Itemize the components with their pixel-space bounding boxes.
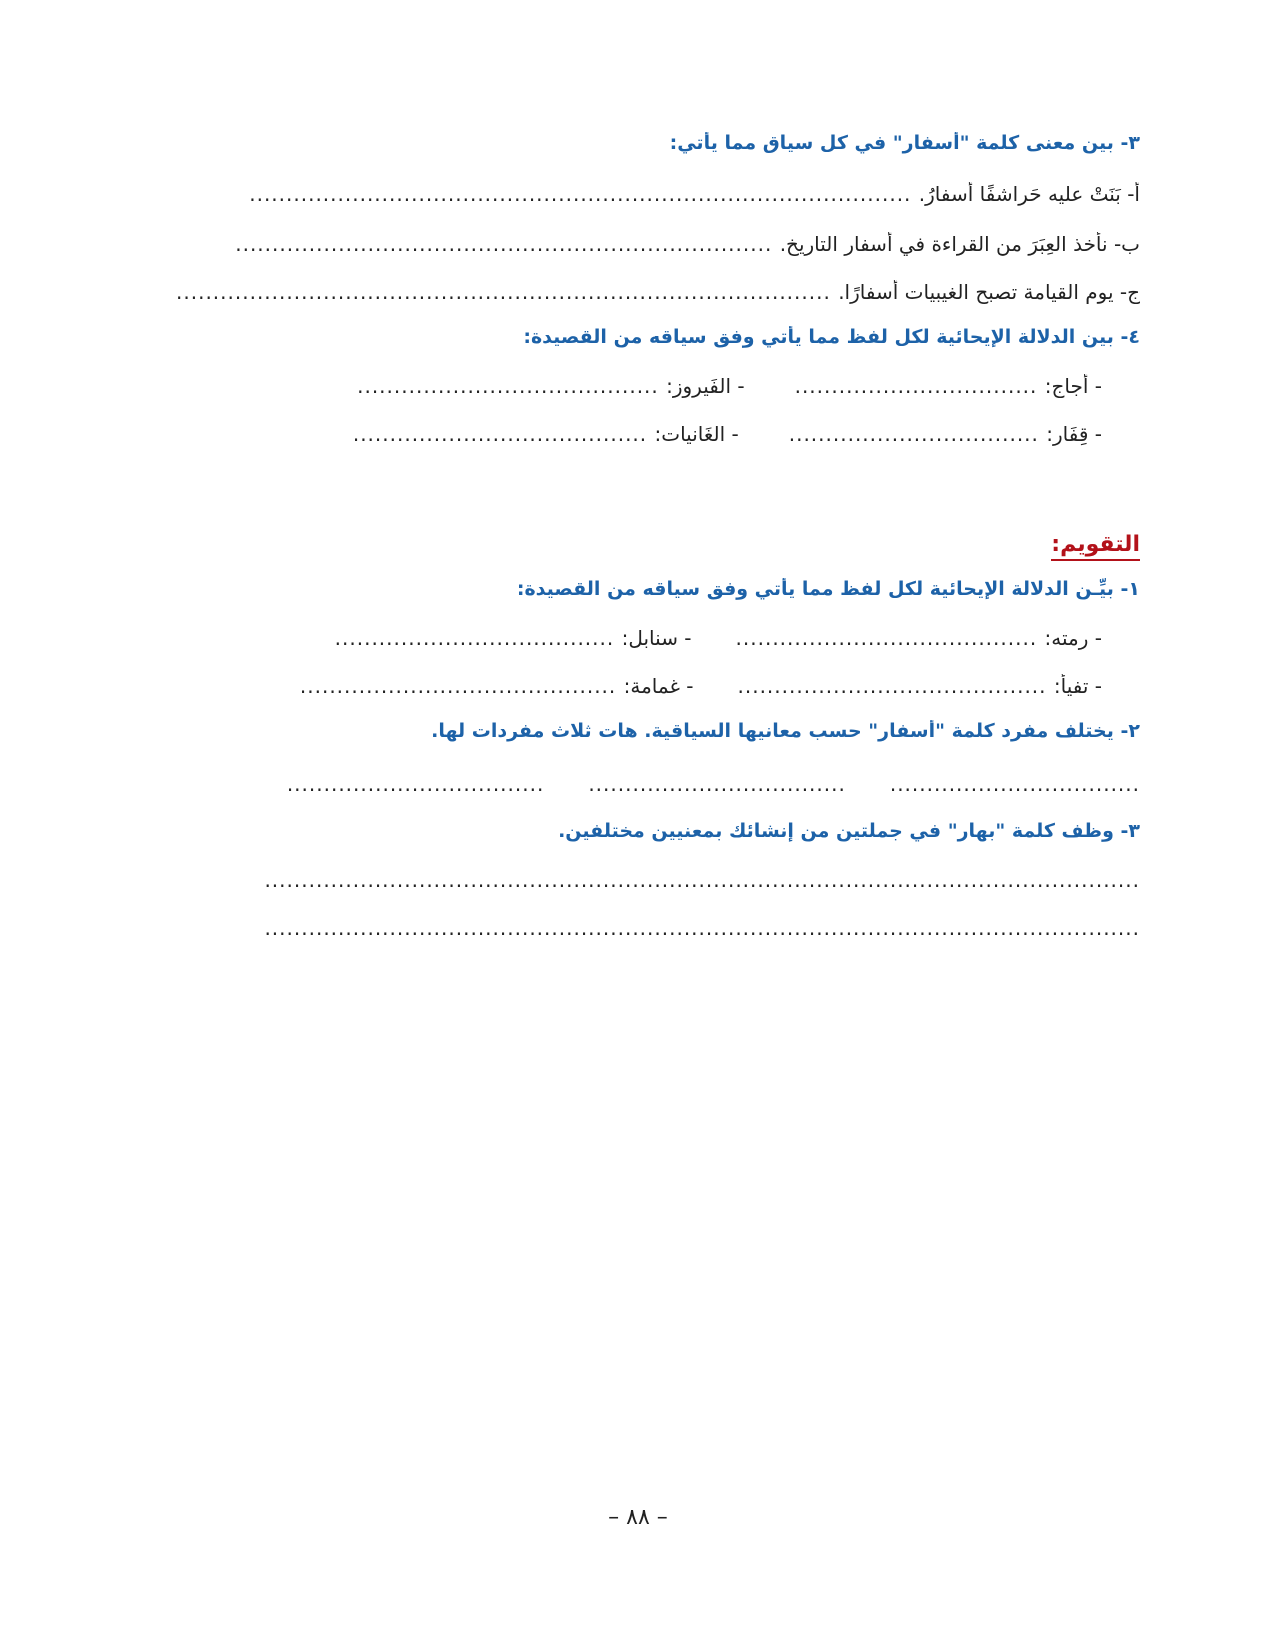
word-label: - رمته: xyxy=(1044,626,1102,650)
word-label: - الفَيروز: xyxy=(666,374,745,398)
answer-line[interactable]: ......................................................................... xyxy=(235,232,780,256)
word-label: - تفيأ: xyxy=(1053,674,1102,698)
question-4-title: ٤- بين الدلالة الإيحائية لكل لفظ مما يأتي وفق سياقه من القصيدة: xyxy=(523,326,1140,348)
evaluation-1-row-2 xyxy=(130,674,1140,698)
word-label: - غمامة: xyxy=(623,674,694,698)
word-label: - سنابل: xyxy=(621,626,692,650)
answer-line[interactable]: ......................................................................................... xyxy=(176,280,839,304)
answer-line[interactable]: ................................. xyxy=(794,374,1045,398)
answer-line[interactable]: ....................................................................................................................... xyxy=(264,868,1140,892)
item-a-text: أ- بَنَتْ عليه حَراشفًا أسفارُ. xyxy=(918,182,1140,206)
evaluation-3-answer-row-2 xyxy=(130,916,1140,940)
answer-line[interactable]: ................................... xyxy=(286,772,545,796)
evaluation-3-title-row xyxy=(130,820,1140,842)
answer-line[interactable]: .................................. xyxy=(788,422,1047,446)
word-label: - قِفَار: xyxy=(1046,422,1102,446)
question-4-row-2 xyxy=(130,422,1140,446)
evaluation-2-title: ٢- يختلف مفرد كلمة "أسفار" حسب معانيها السياقية. هات ثلاث مفردات لها. xyxy=(431,720,1140,742)
evaluation-1-title-row xyxy=(130,578,1140,600)
evaluation-2-answer-row xyxy=(130,772,1140,796)
answer-line[interactable]: ......................................... xyxy=(357,374,667,398)
word-label: - أُجاج: xyxy=(1044,374,1102,398)
evaluation-2-title-row xyxy=(130,720,1140,742)
answer-line[interactable]: ................................... xyxy=(588,772,846,796)
word-label: - الغَانيات: xyxy=(654,422,739,446)
answer-line[interactable]: ...................................... xyxy=(334,626,622,650)
answer-line[interactable]: ........................................ xyxy=(352,422,655,446)
answer-line[interactable]: .......................................... xyxy=(737,674,1054,698)
question-3-item-a xyxy=(130,182,1140,206)
question-3-title-row xyxy=(130,132,1140,154)
answer-line[interactable]: ......................................... xyxy=(735,626,1045,650)
evaluation-1-title: ١- بيِّـن الدلالة الإيحائية لكل لفظ مما يأتي وفق سياقه من القصيدة: xyxy=(516,578,1140,600)
question-3-title: ٣- بين معنى كلمة "أسفار" في كل سياق مما يأتي: xyxy=(669,132,1140,154)
answer-line[interactable]: .................................. xyxy=(889,772,1140,796)
answer-line[interactable]: .......................................................................................... xyxy=(249,182,919,206)
question-4-title-row xyxy=(130,326,1140,348)
answer-line[interactable]: ........................................... xyxy=(299,674,624,698)
answer-line[interactable]: ....................................................................................................................... xyxy=(264,916,1140,940)
evaluation-3-answer-row-1 xyxy=(130,868,1140,892)
question-3-item-c xyxy=(130,280,1140,304)
question-3-item-b xyxy=(130,232,1140,256)
evaluation-3-title: ٣- وظف كلمة "بهار" في جملتين من إنشائك بمعنيين مختلفين. xyxy=(558,820,1140,842)
item-c-text: ج- يوم القيامة تصبح الغيبيات أسفارًا. xyxy=(838,280,1140,304)
evaluation-heading: التقويم: xyxy=(1051,532,1140,561)
item-b-text: ب- نأخذ العِبَرَ من القراءة في أسفار التاريخ. xyxy=(779,232,1140,256)
evaluation-1-row-1 xyxy=(130,626,1140,650)
question-4-row-1 xyxy=(130,374,1140,398)
page-number: – ٨٨ – xyxy=(608,1505,668,1530)
